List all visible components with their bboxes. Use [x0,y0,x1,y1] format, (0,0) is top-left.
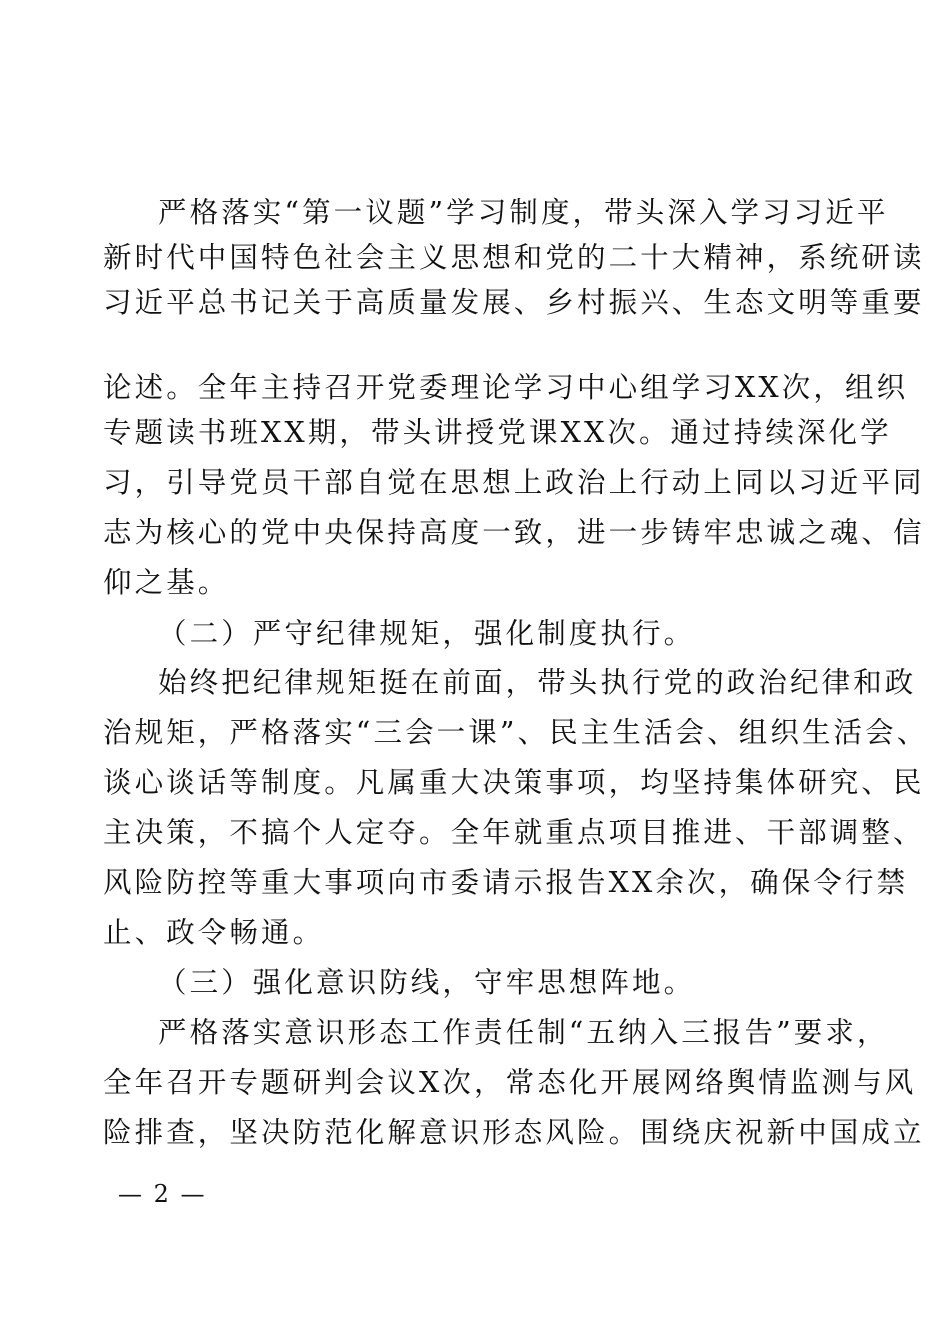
paragraph-line: 止、政令畅通。 [103,916,325,949]
paragraph-line: 始终把纪律规矩挺在前面，带头执行党的政治纪律和政 [158,666,917,699]
paragraph-line: 论述。全年主持召开党委理论学习中心组学习XX次，组织 [103,371,909,404]
paragraph-line: 专题读书班XX期，带头讲授党课XX次。通过持续深化学 [103,416,892,449]
paragraph-line: 严格落实意识形态工作责任制“五纳入三报告”要求， [158,1016,889,1049]
paragraph-line: 谈心谈话等制度。凡属重大决策事项，均坚持集体研究、民 [103,766,925,799]
paragraph-line: 严格落实“第一议题”学习制度，带头深入学习习近平 [158,196,889,229]
section-heading: （二）严守纪律规矩，强化制度执行。 [158,617,696,650]
page-number: — 2 — [118,1180,207,1208]
paragraph-line: 志为核心的党中央保持高度一致，进一步铸牢忠诚之魂、信 [103,516,925,549]
paragraph-line: 仰之基。 [103,566,230,599]
paragraph-line: 治规矩，严格落实“三会一课”、民主生活会、组织生活会、 [103,716,929,749]
paragraph-line: 主决策，不搞个人定夺。全年就重点项目推进、干部调整、 [103,816,925,849]
paragraph-line: 习，引导党员干部自觉在思想上政治上行动上同以习近平同 [103,466,925,499]
paragraph-line: 新时代中国特色社会主义思想和党的二十大精神，系统研读 [103,241,925,274]
section-heading: （三）强化意识防线，守牢思想阵地。 [158,966,696,999]
paragraph-line: 风险防控等重大事项向市委请示报告XX余次，确保令行禁 [103,866,909,899]
paragraph-line: 险排查，坚决防范化解意识形态风险。围绕庆祝新中国成立 [103,1116,925,1149]
paragraph-line: 全年召开专题研判会议X次，常态化开展网络舆情监测与风 [103,1066,917,1099]
paragraph-line: 习近平总书记关于高质量发展、乡村振兴、生态文明等重要 [103,286,925,319]
